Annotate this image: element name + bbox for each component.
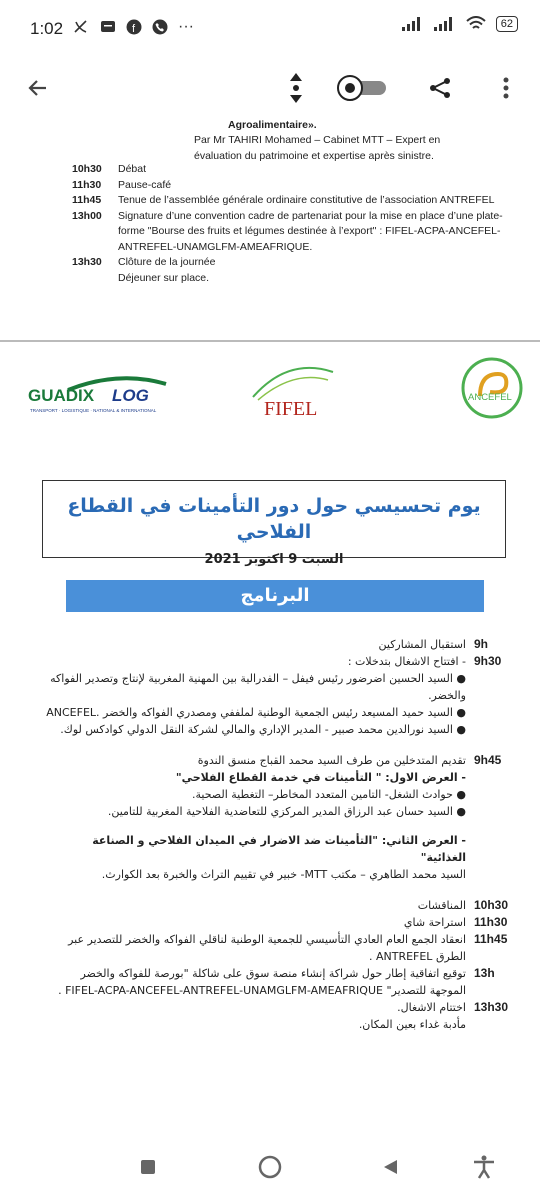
brightness-toggle[interactable] <box>330 68 390 108</box>
programme-time: 11h45 <box>474 932 508 946</box>
schedule-text: Tenue de l’assemblée générale ordinaire constitutive de l’association ANTREFEL <box>118 194 495 206</box>
programme-row <box>44 931 516 965</box>
programme-row <box>44 636 516 653</box>
programme-row <box>44 914 516 931</box>
programme-text: ● السيد حميد المسيعد رئيس الجمعية الوطنية لملففي ومصدري الفواكه والخضر .ANCEFEL <box>46 706 466 719</box>
programme-row <box>44 832 516 866</box>
programme-text: المناقشات <box>417 899 466 912</box>
schedule-row <box>72 162 512 178</box>
schedule-row <box>72 193 512 209</box>
status-time: 1:02 <box>30 19 64 38</box>
more-vertical-icon <box>503 77 509 99</box>
guadix-logo <box>28 382 168 422</box>
signal-icon <box>402 17 424 31</box>
recents-square-icon <box>140 1159 156 1175</box>
programme-text: مأدبة غداء بعين المكان. <box>358 1018 466 1031</box>
battery-indicator: 62 <box>496 16 518 32</box>
programme-text: ● السيد نورالدين محمد صبير - المدير الإداري والمالي لشركة النقل الدولي كوادكس لوك. <box>60 723 466 736</box>
programme-text: انعقاد الجمع العام العادي التأسيسي للجمعية الوطنية لناقلي الفواكه والخضر للتصدير عبر الطرق ANTREFEL . <box>68 933 466 963</box>
programme-text: - افتتاح الاشغال بتدخلات : <box>347 655 466 668</box>
programme-time: 9h <box>474 637 489 651</box>
wifi-icon <box>466 16 486 32</box>
document-viewer[interactable] <box>0 118 540 1130</box>
programme-row <box>44 653 516 670</box>
message-icon <box>100 19 116 35</box>
accessibility-icon <box>473 1155 495 1179</box>
schedule-text: Clôture de la journée <box>118 256 216 268</box>
programme-text: - العرض الثاني: "التأمينات ضد الاضرار في الميدان الفلاحي و الصناعة الغذائية" <box>92 834 466 864</box>
back-triangle-icon <box>381 1158 399 1176</box>
home-circle-icon <box>258 1155 282 1179</box>
status-bar <box>0 0 540 58</box>
signal-icon-2 <box>434 17 456 31</box>
speaker-line: Par Mr TAHIRI Mohamed – Cabinet MTT – Expert en évaluation du patrimoine et expertise après sinistre. <box>194 134 441 162</box>
guadix-logo-subtitle: TRANSPORT · LOGISTIQUE · NATIONAL & INTERNATIONAL <box>30 408 157 413</box>
schedule-text: Déjeuner sur place. <box>118 271 210 284</box>
fifel-logo <box>248 362 338 422</box>
arrow-left-icon <box>26 76 50 100</box>
more-notifications: ··· <box>178 18 194 35</box>
programme-text: - العرض الاول: " التأمينات في خدمة القطاع الفلاحي" <box>175 771 466 784</box>
schedule-row <box>72 271 512 287</box>
accessibility-button[interactable] <box>464 1152 504 1182</box>
programme-row <box>44 721 516 738</box>
ancefel-logo-text: ANCEFEL <box>468 392 512 403</box>
programme-text: تقديم المتدخلين من طرف السيد محمد القباج منسق الندوة <box>197 754 466 767</box>
programme-time: 10h30 <box>474 898 509 912</box>
schedule-text: Débat <box>118 163 147 175</box>
programme-row <box>44 786 516 803</box>
share-icon <box>428 76 452 100</box>
programme-text: ● السيد الحسين اضرضور رئيس فيفل – الفدرالية بين المهنية المغربية لإنتاج وتصدير الفواكه والخضر. <box>50 672 466 702</box>
ancefel-logo <box>460 356 524 420</box>
guadix-logo-text: GUADIX <box>28 386 95 405</box>
system-navigation-bar <box>0 1130 540 1200</box>
schedule-text: Pause-café <box>118 178 172 191</box>
arabic-title-box <box>42 480 506 567</box>
programme-row <box>44 866 516 883</box>
programme-heading: البرنامج <box>66 580 484 612</box>
recents-button[interactable] <box>128 1152 168 1182</box>
schedule-row <box>72 255 512 271</box>
up-down-icon <box>289 73 303 103</box>
arabic-title: يوم تحسيسي حول دور التأمينات في القطاع الفلاحي <box>67 495 481 543</box>
ancefel-circle <box>460 356 524 420</box>
more-options-button[interactable] <box>486 68 526 108</box>
svg-text:f: f <box>132 23 136 35</box>
phone-icon <box>152 19 168 35</box>
continued-line: Agroalimentaire». <box>228 119 317 131</box>
fifel-logo-text: FIFEL <box>264 398 318 420</box>
programme-time: 9h45 <box>474 753 502 767</box>
back-nav-button[interactable] <box>370 1152 410 1182</box>
programme-text: ● السيد حسان عبد الرزاق المدير المركزي للتعاضدية الفلاحية المغربية للتامين. <box>107 805 466 818</box>
schedule-time <box>72 271 118 287</box>
programme-row <box>44 769 516 786</box>
schedule-time: 10h30 <box>72 163 102 175</box>
programme-row <box>44 1016 516 1033</box>
programme-text: السيد محمد الطاهري – مكتب MTT- خبير في تقييم التراث والخبرة بعد الكوارث. <box>101 868 466 881</box>
guadix-logo-log: LOG <box>112 386 149 405</box>
programme-time: 9h30 <box>474 654 502 668</box>
programme-time: 13h <box>474 966 495 980</box>
programme-row <box>44 704 516 721</box>
programme-text: استراحة شاي <box>403 916 466 929</box>
programme-text: اختتام الاشغال. <box>397 1001 466 1014</box>
schedule-time: 11h30 <box>72 178 102 191</box>
french-schedule <box>72 162 512 286</box>
schedule-text: Signature d’une convention cadre de partenariat pour la mise en place d’une plate-forme "Bourse des fruits et légumes destinée à l’export" : FIFEL-ACPA-ANCEFEL-ANTREFEL-UNAMGLFM-AMEAFRIQUE. <box>118 209 503 253</box>
programme-time: 13h30 <box>474 1000 509 1014</box>
schedule-row <box>72 209 512 256</box>
programme-row <box>44 803 516 820</box>
schedule-row <box>72 178 512 194</box>
status-notification-icons <box>72 18 194 36</box>
fifel-leaf <box>248 362 338 402</box>
sun-toggle-icon <box>332 73 388 103</box>
schedule-time: 11h45 <box>72 194 102 206</box>
back-button[interactable] <box>18 68 58 108</box>
programme-row <box>44 999 516 1016</box>
programme-text: استقبال المشاركين <box>378 638 466 651</box>
arabic-date: السبت 9 اكتوبر 2021 <box>204 552 344 567</box>
programme-row <box>44 965 516 999</box>
programme-time: 11h30 <box>474 915 508 929</box>
programme-text: توقيع اتفاقية إطار حول شراكة إنشاء منصة سوق على شاكلة "بورصة للفواكه والخضر الموجهة للتصدير" FIFEL-ACPA-ANCEFEL-ANTREFEL-UNAMGLFM-AMEAFRIQUE . <box>58 967 466 997</box>
facebook-icon <box>126 19 142 35</box>
arabic-programme <box>44 636 516 1033</box>
schedule-time: 13h00 <box>72 209 102 222</box>
share-button[interactable] <box>420 68 460 108</box>
home-button[interactable] <box>250 1152 290 1182</box>
schedule-time: 13h30 <box>72 256 102 268</box>
status-system-icons <box>402 16 518 32</box>
programme-row <box>44 897 516 914</box>
programme-row <box>44 670 516 704</box>
page-separator <box>0 340 540 342</box>
page-navigation-button[interactable] <box>276 68 316 108</box>
app-bar <box>0 58 540 118</box>
no-call-icon <box>72 18 90 36</box>
programme-row <box>44 752 516 769</box>
programme-text: ● حوادث الشغل- التامين المتعدد المخاطر– التغطية الصحية. <box>191 788 466 801</box>
